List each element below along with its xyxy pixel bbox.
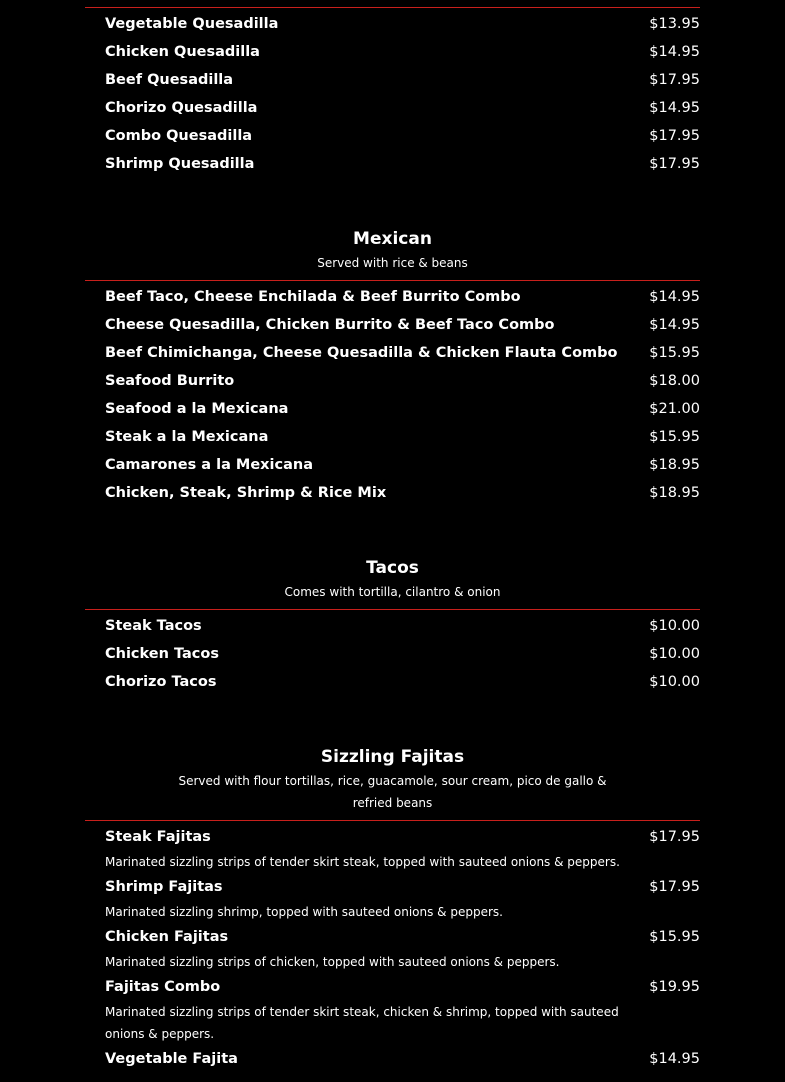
menu-item-price: $17.95 (649, 879, 700, 895)
menu-item-row (105, 612, 700, 640)
menu-item (85, 38, 700, 66)
menu-item-price: $14.95 (649, 289, 700, 305)
menu-item-row (105, 873, 700, 901)
menu-item-name: Chicken Fajitas (105, 929, 229, 945)
menu-item-row (105, 339, 700, 367)
section-header (85, 555, 700, 603)
menu-item-name: Beef Taco, Cheese Enchilada & Beef Burrito Combo (105, 289, 521, 305)
menu-item-row (105, 283, 700, 311)
menu-item-name: Shrimp Quesadilla (105, 156, 255, 172)
menu-item-price: $19.95 (649, 979, 700, 995)
menu-item-price: $21.00 (649, 401, 700, 417)
menu-item-name: Shrimp Fajitas (105, 879, 223, 895)
menu-item-name: Beef Quesadilla (105, 72, 234, 88)
menu-item-price: $17.95 (649, 128, 700, 144)
menu-item (85, 94, 700, 122)
menu-item (85, 668, 700, 696)
menu-section (85, 226, 700, 555)
menu-item (85, 479, 700, 507)
section-subtitle: Served with flour tortillas, rice, guacamole, sour cream, pico de gallo & refried beans (178, 774, 607, 810)
menu-item (85, 367, 700, 395)
menu-item (85, 451, 700, 479)
menu-item-list (85, 8, 700, 178)
menu-item-name: Seafood a la Mexicana (105, 401, 289, 417)
menu-item-price: $10.00 (649, 618, 700, 634)
menu-item-name: Steak a la Mexicana (105, 429, 269, 445)
menu-item-price: $14.95 (649, 100, 700, 116)
menu-item-name: Cheese Quesadilla, Chicken Burrito & Beef Taco Combo (105, 317, 555, 333)
menu-item-price: $13.95 (649, 16, 700, 32)
section-subtitle: Served with rice & beans (317, 256, 468, 270)
menu-item (85, 973, 700, 1045)
menu-item-name: Vegetable Fajita (105, 1051, 238, 1067)
menu-item-row (105, 668, 700, 696)
menu-item-name: Chicken, Steak, Shrimp & Rice Mix (105, 485, 387, 501)
menu-item-row (105, 823, 700, 851)
menu-section (85, 555, 700, 744)
menu-item-row (105, 66, 700, 94)
menu-item-row (105, 923, 700, 951)
menu-item-row (105, 640, 700, 668)
menu-section (85, 744, 700, 1073)
menu-item-price: $17.95 (649, 829, 700, 845)
menu-item (85, 10, 700, 38)
menu-item-description: Marinated sizzling shrimp, topped with sauteed onions & peppers. (105, 905, 503, 919)
section-header (85, 744, 700, 814)
menu-item-name: Seafood Burrito (105, 373, 235, 389)
menu-item-price: $18.00 (649, 373, 700, 389)
menu-item (85, 873, 700, 923)
menu-item (85, 423, 700, 451)
menu-item-list (85, 281, 700, 507)
section-title: Tacos (366, 558, 419, 578)
menu-item-name: Camarones a la Mexicana (105, 457, 313, 473)
menu-item-price: $15.95 (649, 929, 700, 945)
menu-item-name: Steak Tacos (105, 618, 202, 634)
menu-item-price: $15.95 (649, 345, 700, 361)
menu-item (85, 311, 700, 339)
menu-item-name: Chorizo Quesadilla (105, 100, 258, 116)
menu-item-row (105, 973, 700, 1001)
menu-item-price: $18.95 (649, 485, 700, 501)
menu-item-price: $14.95 (649, 317, 700, 333)
menu-item-row (105, 1045, 700, 1073)
menu-item (85, 283, 700, 311)
menu-item-row (105, 10, 700, 38)
menu-item (85, 640, 700, 668)
menu-item-name: Beef Chimichanga, Cheese Quesadilla & Chicken Flauta Combo (105, 345, 618, 361)
menu-item-row (105, 451, 700, 479)
menu-item-description: Marinated sizzling strips of tender skirt steak, chicken & shrimp, topped with sauteed onions & peppers. (105, 1005, 619, 1041)
menu-item-name: Vegetable Quesadilla (105, 16, 279, 32)
section-subtitle: Comes with tortilla, cilantro & onion (284, 585, 501, 599)
menu-item-list (85, 821, 700, 1073)
menu-item (85, 823, 700, 873)
menu-item-row (105, 367, 700, 395)
menu-item-row (105, 150, 700, 178)
menu-item-list (85, 610, 700, 696)
menu-item-row (105, 94, 700, 122)
section-spacer (85, 507, 700, 555)
section-header (85, 226, 700, 274)
menu-item-price: $15.95 (649, 429, 700, 445)
section-title: Mexican (353, 229, 432, 249)
menu-section (85, 7, 700, 226)
menu-item-name: Combo Quesadilla (105, 128, 253, 144)
menu-item (85, 1045, 700, 1073)
menu-item-row (105, 311, 700, 339)
section-spacer (85, 178, 700, 226)
menu-item-name: Steak Fajitas (105, 829, 211, 845)
menu-item-row (105, 423, 700, 451)
menu-item (85, 923, 700, 973)
menu-item-price: $14.95 (649, 1051, 700, 1067)
menu-item-row (105, 479, 700, 507)
menu-item-name: Chorizo Tacos (105, 674, 217, 690)
menu-item-price: $14.95 (649, 44, 700, 60)
menu-item-name: Fajitas Combo (105, 979, 221, 995)
menu-item-description: Marinated sizzling strips of tender skirt steak, topped with sauteed onions & peppers. (105, 855, 620, 869)
menu-item-row (105, 395, 700, 423)
menu-item-row (105, 38, 700, 66)
menu-item-price: $17.95 (649, 72, 700, 88)
menu-item-price: $18.95 (649, 457, 700, 473)
menu-item-row (105, 122, 700, 150)
menu-item (85, 395, 700, 423)
menu-item-price: $10.00 (649, 674, 700, 690)
menu-item (85, 122, 700, 150)
menu-page (85, 7, 700, 1073)
menu-item (85, 66, 700, 94)
menu-item-price: $17.95 (649, 156, 700, 172)
menu-item (85, 150, 700, 178)
menu-item-name: Chicken Quesadilla (105, 44, 260, 60)
section-spacer (85, 696, 700, 744)
menu-item-description: Marinated sizzling strips of chicken, topped with sauteed onions & peppers. (105, 955, 560, 969)
menu-item (85, 339, 700, 367)
menu-item-price: $10.00 (649, 646, 700, 662)
menu-item (85, 612, 700, 640)
section-title: Sizzling Fajitas (320, 747, 465, 767)
menu-item-name: Chicken Tacos (105, 646, 219, 662)
